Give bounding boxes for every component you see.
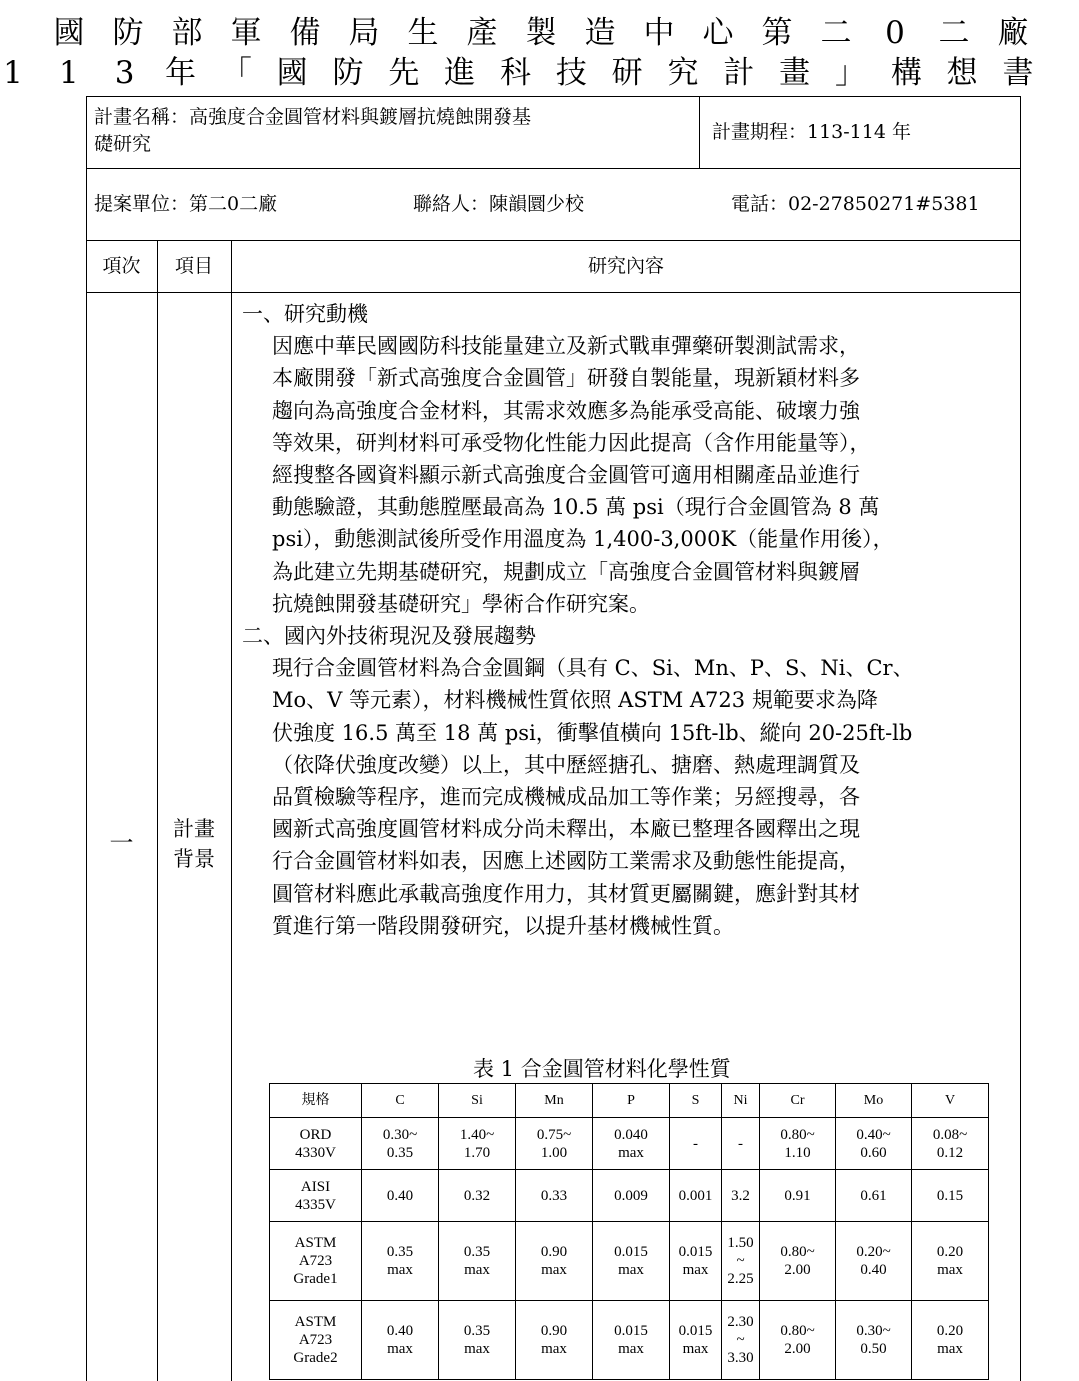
section-heading: 一、研究動機 xyxy=(242,302,368,326)
table-row xyxy=(270,1170,989,1222)
table-header-cell: P xyxy=(593,1084,670,1118)
paragraph-line: Mo、V 等元素），材料機械性質依照 ASTM A723 規範要求為降 xyxy=(272,688,878,713)
table-cell: 3.2 xyxy=(722,1170,760,1222)
title-char: 製 xyxy=(525,15,557,51)
table-cell: 1.50 ~ 2.25 xyxy=(722,1222,760,1301)
table-cell: 0.30~ 0.50 xyxy=(836,1301,912,1380)
table-cell: 0.20 max xyxy=(912,1301,989,1380)
table-cell: 0.35 max xyxy=(439,1222,516,1301)
table-cell: 0.30~ 0.35 xyxy=(362,1118,439,1170)
table-header-cell: Mo xyxy=(836,1084,912,1118)
title-char: 部 xyxy=(171,15,203,51)
table-cell: 0.40 max xyxy=(362,1301,439,1380)
divider xyxy=(86,168,1021,169)
title-char: 0 xyxy=(885,15,905,51)
table-caption: 表 1 合金圓管材料化學性質 xyxy=(473,1057,731,1081)
title-char: 構 xyxy=(890,55,922,91)
title-char: 1 xyxy=(3,55,23,91)
table-cell: 0.80~ 2.00 xyxy=(760,1301,836,1380)
title-char: 年 xyxy=(165,55,196,91)
table-cell: 0.08~ 0.12 xyxy=(912,1118,989,1170)
title-char: 國 xyxy=(53,15,85,51)
chemical-properties-table xyxy=(269,1083,989,1380)
title-char: 研 xyxy=(611,55,643,91)
title-char: 「 xyxy=(220,55,252,91)
table-header-cell: 規格 xyxy=(270,1084,362,1118)
table-cell: 0.015 max xyxy=(593,1222,670,1301)
plan-period: 計畫期程：113-114 年 xyxy=(712,121,911,143)
title-char: 想 xyxy=(946,55,978,91)
table-cell: 0.015 max xyxy=(670,1301,722,1380)
paragraph-line: 為此建立先期基礎研究，規劃成立「高強度合金圓管材料與鍍層 xyxy=(272,559,860,584)
table-cell: 0.35 max xyxy=(362,1222,439,1301)
table-cell: 0.90 max xyxy=(516,1301,593,1380)
divider xyxy=(86,240,1021,241)
title-char: 二 xyxy=(820,15,852,51)
table-row xyxy=(270,1301,989,1380)
table-cell: - xyxy=(670,1118,722,1170)
title-char: 防 xyxy=(112,15,144,51)
title-char: 局 xyxy=(348,15,380,51)
table-cell: 0.009 xyxy=(593,1170,670,1222)
title-char: 先 xyxy=(388,55,420,91)
table-header-cell: C xyxy=(362,1084,439,1118)
table-cell: 0.33 xyxy=(516,1170,593,1222)
title-char: 二 xyxy=(938,15,970,51)
plan-name-line1: 計畫名稱：高強度合金圓管材料與鍍層抗燒蝕開發基 xyxy=(94,106,532,128)
table-cell: AISI 4335V xyxy=(270,1170,362,1222)
paragraph-line: 抗燒蝕開發基礎研究」學術合作研究案。 xyxy=(272,591,650,616)
table-cell: 0.20~ 0.40 xyxy=(836,1222,912,1301)
title-char: 國 xyxy=(276,55,308,91)
title-char: 產 xyxy=(466,15,498,51)
title-char: 軍 xyxy=(230,15,262,51)
table-cell: 0.80~ 1.10 xyxy=(760,1118,836,1170)
paragraph-line: 現行合金圓管材料為合金圓鋼（具有 C、Si、Mn、P、S、Ni、Cr、 xyxy=(272,656,914,681)
title-char: 究 xyxy=(667,55,699,91)
paragraph-line: 經搜整各國資料顯示新式高強度合金圓管可適用相關產品並進行 xyxy=(272,463,860,487)
table-header-cell: V xyxy=(912,1084,989,1118)
title-char: 1 xyxy=(58,55,79,91)
table-row xyxy=(270,1118,989,1170)
table-cell: 0.40~ 0.60 xyxy=(836,1118,912,1170)
paragraph-line: 國新式高強度圓管材料成分尚未釋出，本廠已整理各國釋出之現 xyxy=(272,817,860,842)
paragraph-line: 伏強度 16.5 萬至 18 萬 psi，衝擊值橫向 15ft-lb、縱向 20-25ft-lb xyxy=(272,720,913,745)
paragraph-line: 動態驗證，其動態膛壓最高為 10.5 萬 psi（現行合金圓管為 8 萬 xyxy=(272,495,880,520)
table-cell: 0.35 max xyxy=(439,1301,516,1380)
table-cell: ORD 4330V xyxy=(270,1118,362,1170)
title-char: 造 xyxy=(584,15,616,51)
column-header-content: 研究內容 xyxy=(587,255,664,277)
table-cell: 0.61 xyxy=(836,1170,912,1222)
table-header-row xyxy=(270,1084,989,1118)
paragraph-line: 行合金圓管材料如表，因應上述國防工業需求及動態性能提高， xyxy=(272,849,860,874)
table-cell: 0.040 max xyxy=(593,1118,670,1170)
plan-name-line2: 礎研究 xyxy=(94,133,152,155)
table-cell: ASTM A723 Grade2 xyxy=(270,1301,362,1380)
title-char: 進 xyxy=(444,55,476,91)
paragraph-line: 本廠開發「新式高強度合金圓管」研發自製能量，現新穎材料多 xyxy=(272,366,860,391)
divider xyxy=(86,292,1021,293)
paragraph-line: 等效果，研判材料可承受物化性能力因此提高（含作用能量等）， xyxy=(272,430,871,455)
divider xyxy=(699,96,700,168)
divider xyxy=(157,240,158,1381)
column-header-item: 項目 xyxy=(174,255,213,277)
table-cell: 2.30 ~ 3.30 xyxy=(722,1301,760,1380)
title-char: 」 xyxy=(835,55,866,91)
paragraph-line: psi），動態測試後所受作用溫度為 1,400-3,000K（能量作用後）， xyxy=(272,527,894,552)
title-char: 書 xyxy=(1002,55,1034,91)
row-item-label-line2: 背景 xyxy=(173,847,215,871)
table-cell: 0.32 xyxy=(439,1170,516,1222)
section-heading: 二、國內外技術現況及發展趨勢 xyxy=(242,624,536,648)
proposer-unit: 提案單位：第二0二廠 xyxy=(94,193,278,215)
paragraph-line: 圓管材料應此承載高強度作用力，其材質更屬關鍵，應針對其材 xyxy=(272,881,860,906)
title-char: 第 xyxy=(761,15,793,51)
title-char: 計 xyxy=(723,55,755,91)
column-header-item-no: 項次 xyxy=(102,255,141,277)
divider xyxy=(231,240,232,1381)
row-item-no: 一 xyxy=(109,829,134,857)
paragraph-line: 因應中華民國國防科技能量建立及新式戰車彈藥研製測試需求， xyxy=(272,334,860,359)
table-header-cell: Ni xyxy=(722,1084,760,1118)
title-char: 技 xyxy=(555,55,587,91)
table-cell: 0.015 max xyxy=(593,1301,670,1380)
title-char: 中 xyxy=(643,15,675,51)
table-header-cell: Mn xyxy=(516,1084,593,1118)
table-cell: 0.40 xyxy=(362,1170,439,1222)
table-cell: 0.80~ 2.00 xyxy=(760,1222,836,1301)
table-cell: 0.015 max xyxy=(670,1222,722,1301)
table-header-cell: S xyxy=(670,1084,722,1118)
paragraph-line: 質進行第一階段開發研究，以提升基材機械性質。 xyxy=(272,913,734,938)
table-header-cell: Cr xyxy=(760,1084,836,1118)
table-cell: 0.15 xyxy=(912,1170,989,1222)
table-header-cell: Si xyxy=(439,1084,516,1118)
table-cell: - xyxy=(722,1118,760,1170)
contact-person: 聯絡人：陳韻圜少校 xyxy=(413,193,585,215)
title-char: 廠 xyxy=(997,15,1029,51)
table-cell: 0.90 max xyxy=(516,1222,593,1301)
title-char: 生 xyxy=(407,15,439,51)
table-row xyxy=(270,1222,989,1301)
title-char: 心 xyxy=(702,15,734,51)
table-cell: 0.91 xyxy=(760,1170,836,1222)
phone-number: 電話：02-27850271#5381 xyxy=(731,193,980,215)
table-cell: 1.40~ 1.70 xyxy=(439,1118,516,1170)
row-item-label-line1: 計畫 xyxy=(173,817,215,841)
title-char: 科 xyxy=(500,55,531,91)
title-char: 畫 xyxy=(779,55,811,91)
title-char: 3 xyxy=(114,55,135,91)
table-cell: 0.20 max xyxy=(912,1222,989,1301)
paragraph-line: 趨向為高強度合金材料，其需求效應多為能承受高能、破壞力強 xyxy=(272,398,860,423)
table-cell: 0.75~ 1.00 xyxy=(516,1118,593,1170)
table-cell: 0.001 xyxy=(670,1170,722,1222)
title-char: 備 xyxy=(289,15,321,51)
paragraph-line: （依降伏強度改變）以上，其中歷經搪孔、搪磨、熱處理調質及 xyxy=(272,752,860,777)
title-char: 防 xyxy=(332,55,364,91)
paragraph-line: 品質檢驗等程序，進而完成機械成品加工等作業；另經搜尋，各 xyxy=(272,785,860,809)
table-cell: ASTM A723 Grade1 xyxy=(270,1222,362,1301)
